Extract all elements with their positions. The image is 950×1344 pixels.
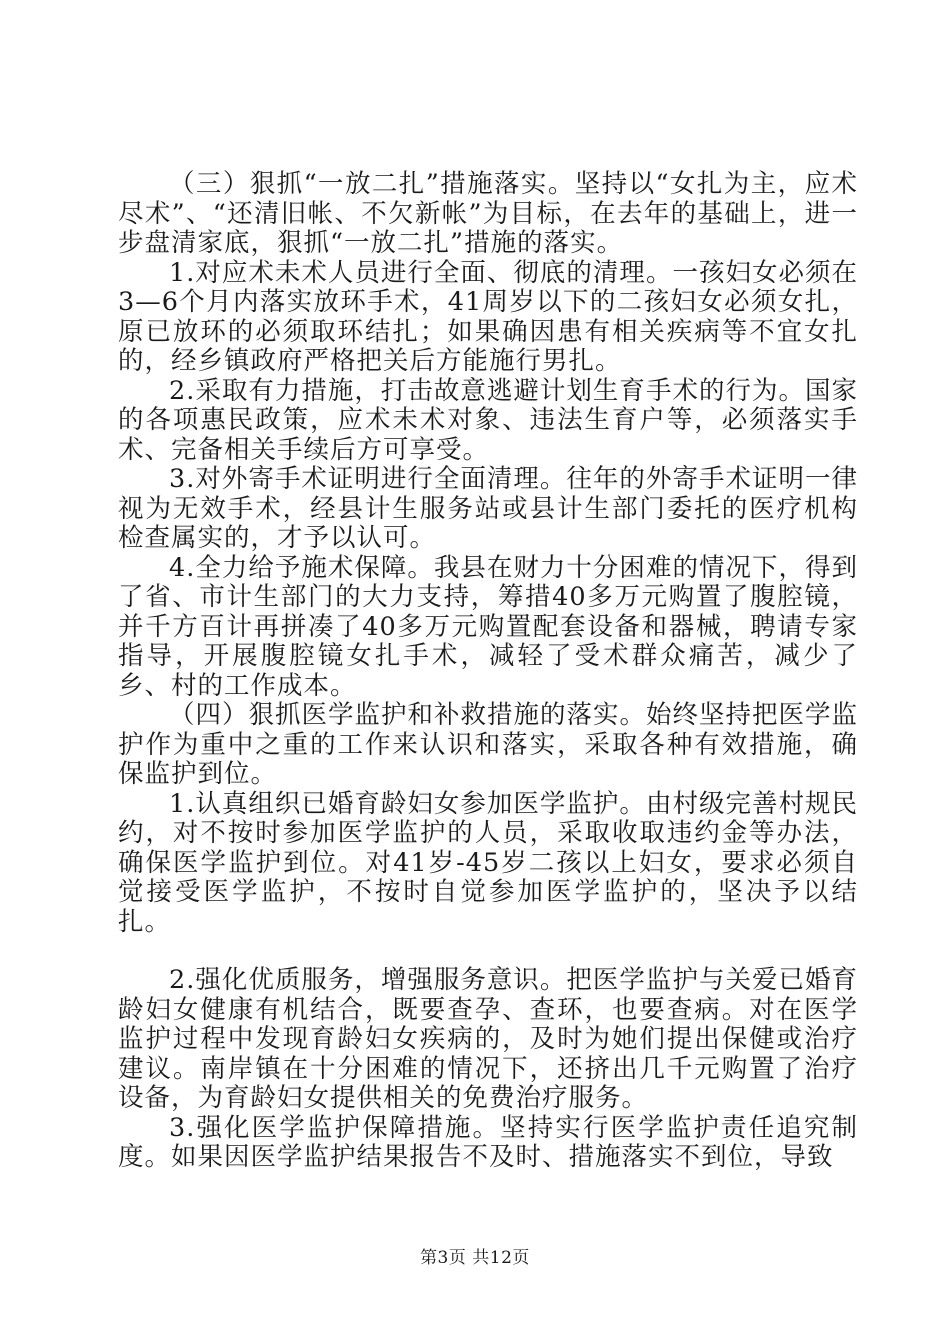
- page-number-indicator: 第3页 共12页: [420, 1248, 530, 1268]
- section-three-item-3: 3.对外寄手术证明进行全面清理。往年的外寄手术证明一律视为无效手术，经县计生服务站或县计生部门委托的医疗机构检查属实的，才予以认可。: [118, 464, 858, 553]
- section-three-heading-paragraph: （三）狠抓“一放二扎”措施落实。坚持以“女扎为主，应术尽术”、“还清旧帐、不欠新帐”为目标，在去年的基础上，进一步盘清家底，狠抓“一放二扎”措施的落实。: [118, 169, 858, 258]
- section-four-item-3: 3.强化医学监护保障措施。坚持实行医学监护责任追究制度。如果因医学监护结果报告不及时、措施落实不到位，导致: [118, 1112, 858, 1172]
- document-body: [118, 170, 858, 1173]
- section-four-item-2: 2.强化优质服务，增强服务意识。把医学监护与关爱已婚育龄妇女健康有机结合，既要查孕、查环，也要查病。对在医学监护过程中发现育龄妇女疾病的，及时为她们提出保健或治疗建议。南岸镇在十分困难的情况下，还挤出几千元购置了治疗设备，为育龄妇女提供相关的免费治疗服务。: [118, 965, 858, 1113]
- section-four-item-1: 1.认真组织已婚育龄妇女参加医学监护。由村级完善村规民约，对不按时参加医学监护的人员，采取收取违约金等办法，确保医学监护到位。对41岁-45岁二孩以上妇女，要求必须自觉接受医学监护，不按时自觉参加医学监护的，坚决予以结扎。: [118, 788, 858, 937]
- section-four-heading-paragraph: （四）狠抓医学监护和补救措施的落实。始终坚持把医学监护作为重中之重的工作来认识和落实，采取各种有效措施，确保监护到位。: [118, 700, 859, 789]
- page-footer: [0, 1243, 950, 1268]
- section-three-item-2: 2.采取有力措施，打击故意逃避计划生育手术的行为。国家的各项惠民政策，应术未术对象、违法生育户等，必须落实手术、完备相关手续后方可享受。: [118, 375, 858, 465]
- section-three-item-1: 1.对应术未术人员进行全面、彻底的清理。一孩妇女必须在3—6个月内落实放环手术，41周岁以下的二孩妇女必须女扎，原已放环的必须取环结扎；如果确因患有相关疾病等不宜女扎的，经乡镇政府严格把关后方能施行男扎。: [118, 257, 858, 376]
- section-three-item-4: 4.全力给予施术保障。我县在财力十分困难的情况下，得到了省、市计生部门的大力支持，筹措40多万元购置了腹腔镜，并千方百计再拼凑了40多万元购置配套设备和器械，聘请专家指导，开展腹腔镜女扎手术，减轻了受术群众痛苦，减少了乡、村的工作成本。: [118, 552, 858, 701]
